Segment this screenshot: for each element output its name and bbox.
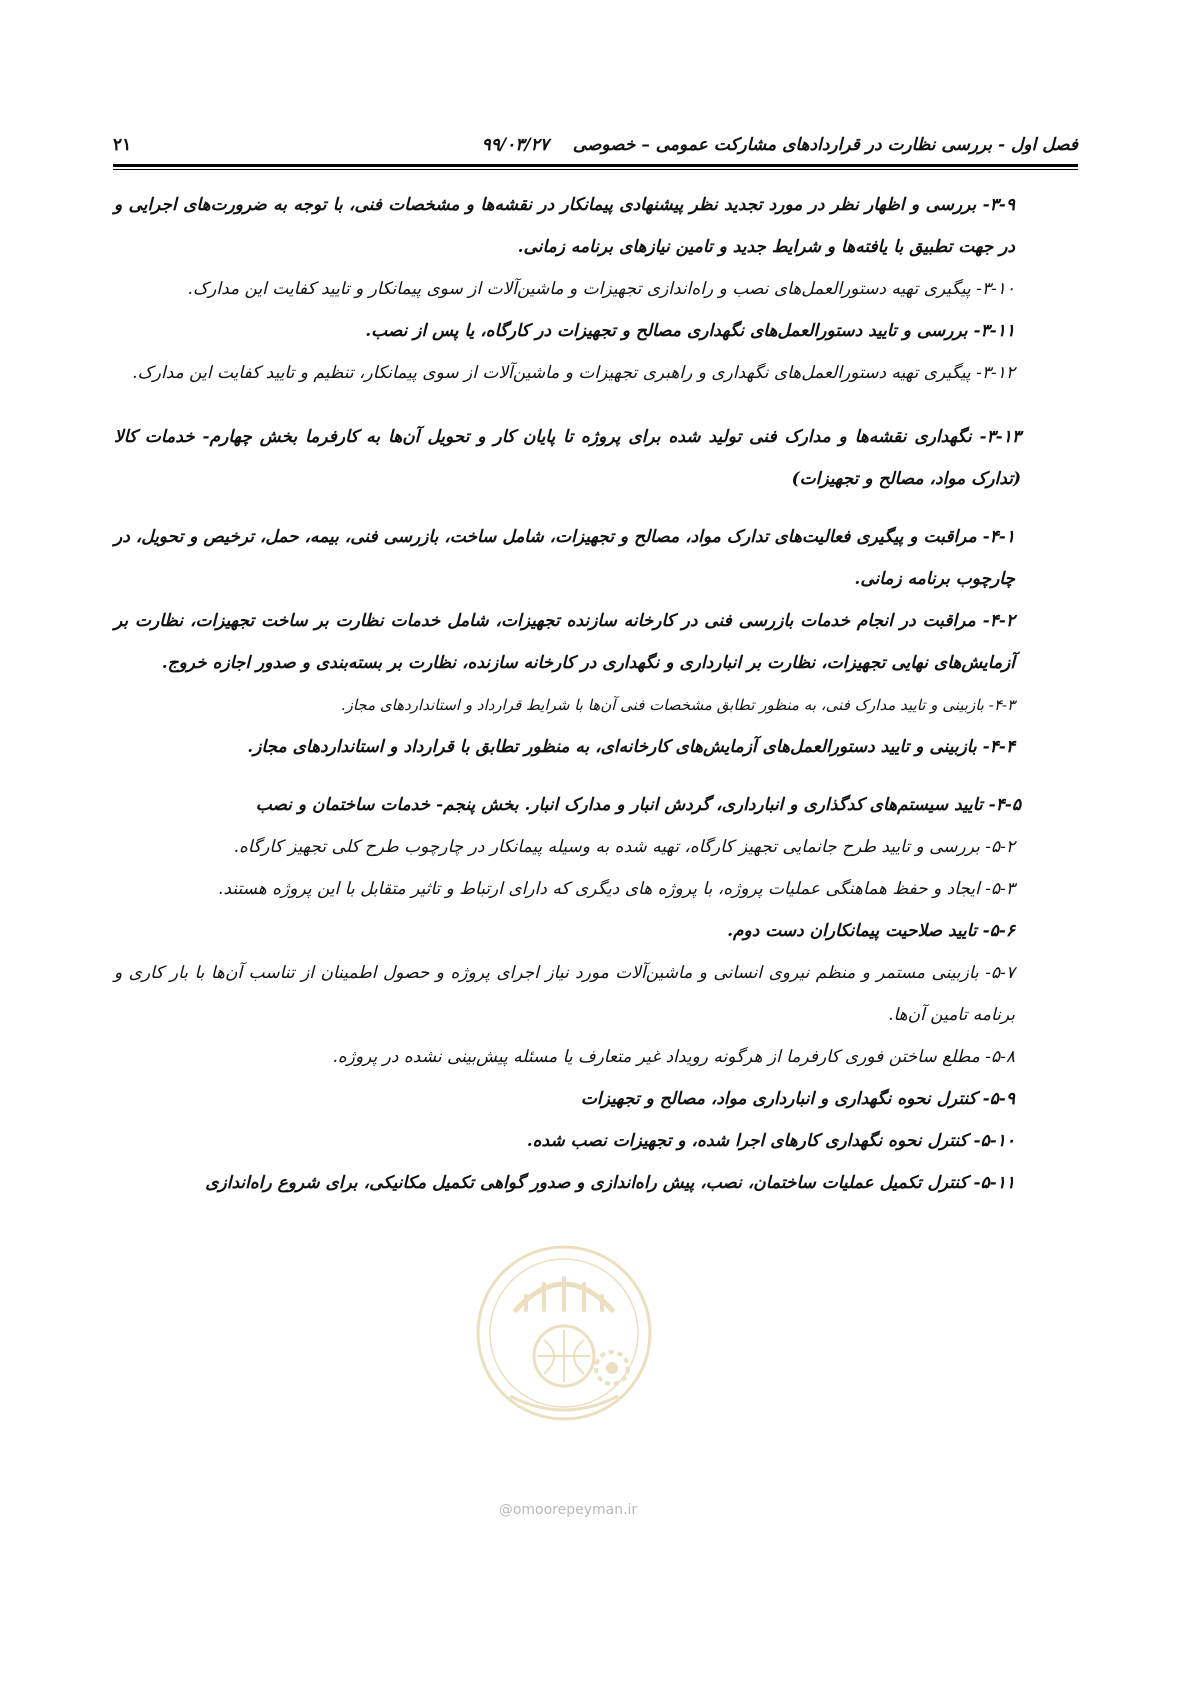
watermark-site: @omoorepeyman.ir: [498, 1502, 638, 1518]
paragraph-4-5: ۴-۵- تایید سیستم‌های کدگذاری و انبارداری، گردش انبار و مدارک انبار. بخش پنجم- خدمات ساختمان و نصب: [255, 795, 1021, 815]
paragraph-5-3: ۵-۳- ایجاد و حفظ هماهنگی عملیات پروژه، با پروژه های دیگری که دارای ارتباط و تاثیر متقابل با این پروژه هستند.: [218, 879, 1015, 899]
header-date: ۹۹/۰۳/۲۷: [481, 135, 549, 155]
paragraph-3-9: ۳-۹- بررسی و اظهار نظر در مورد تجدید نظر پیشنهادی پیمانکار در نقشه‌ها و مشخصات فنی، با توجه به ضرورت‌های اجرایی و در جهت تطبیق با یافته‌ها و شرایط جدید و تامین نیازهای برنامه زمانی.: [114, 195, 1015, 257]
page-number: ۲۱: [113, 135, 132, 155]
chapter-title: فصل اول - بررسی نظارت در قراردادهای مشارکت عمومی – خصوصی: [572, 135, 1078, 155]
paragraph-3-13: ۳-۱۳- نگهداری نقشه‌ها و مدارک فنی تولید شده برای پروژه تا پایان کار و تحویل آن‌ها به کارفرما بخش چهارم- خدمات کالا (تدارک مواد، مصالح و تجهیزات): [114, 427, 1021, 489]
paragraph-3-11: ۳-۱۱- بررسی و تایید دستورالعمل‌های نگهداری مصالح و تجهیزات در کارگاه، یا پس از نصب.: [365, 321, 1015, 341]
paragraph-3-12: ۳-۱۲- پیگیری تهیه دستورالعمل‌های نگهداری و راهبری تجهیزات و ماشین‌آلات از سوی پیمانکار، تنظیم و تایید کفایت این مدارک.: [132, 363, 1015, 383]
paragraph-4-2: ۴-۲- مراقبت در انجام خدمات بازرسی فنی در کارخانه سازنده تجهیزات، شامل خدمات نظارت بر ساخت تجهیزات، نظارت بر آزمایش‌های نهایی تجهیزات، نظارت بر انبارداری و نگهداری در کارخانه سازنده، نظارت بر بسته‌بندی و صدور اجازه خروج.: [114, 611, 1015, 673]
watermark-seal: [464, 1218, 664, 1478]
paragraph-5-11: ۵-۱۱- کنترل تکمیل عملیات ساختمان، نصب، پیش راه‌اندازی و صدور گواهی تکمیل مکانیکی، برای شروع راه‌اندازی: [205, 1173, 1015, 1193]
paragraph-4-3: ۴-۳- بازبینی و تایید مدارک فنی، به منظور تطابق مشخصات فنی آن‌ها با شرایط قرارداد و استانداردهای مجاز.: [340, 696, 1015, 714]
paragraph-4-1: ۴-۱- مراقبت و پیگیری فعالیت‌های تدارک مواد، مصالح و تجهیزات، شامل ساخت، بازرسی فنی، بیمه، حمل، ترخیص و تحویل، در چارچوب برنامه زمانی.: [114, 527, 1015, 589]
paragraph-5-8: ۵-۸- مطلع ساختن فوری کارفرما از هرگونه رویداد غیر متعارف یا مسئله پیش‌بینی نشده در پروژه.: [332, 1047, 1015, 1067]
header-rule-thin: [113, 169, 1078, 170]
paragraph-4-4: ۴-۴- بازبینی و تایید دستورالعمل‌های آزمایش‌های کارخانه‌ای، به منظور تطابق با قرارداد و استانداردهای مجاز.: [247, 737, 1015, 757]
paragraph-3-10: ۳-۱۰- پیگیری تهیه دستورالعمل‌های نصب و راه‌اندازی تجهیزات و ماشین‌آلات از سوی پیمانکار و تایید کفایت این مدارک.: [187, 279, 1015, 299]
paragraph-5-10: ۵-۱۰- کنترل نحوه نگهداری کارهای اجرا شده، و تجهیزات نصب شده.: [526, 1131, 1015, 1151]
page-header: [113, 128, 1078, 162]
paragraph-5-9: ۵-۹- کنترل نحوه نگهداری و انبارداری مواد، مصالح و تجهیزات: [580, 1089, 1015, 1109]
paragraph-5-6: ۵-۶- تایید صلاحیت پیمانکاران دست دوم.: [727, 921, 1015, 941]
paragraph-5-2: ۵-۲- بررسی و تایید طرح جانمایی تجهیز کارگاه، تهیه شده به وسیله پیمانکار در چارچوب طرح کلی تجهیز کارگاه.: [233, 837, 1015, 857]
header-rule-thick: [113, 164, 1078, 167]
header-title-group: [482, 135, 1078, 155]
paragraph-5-7: ۵-۷- بازبینی مستمر و منظم نیروی انسانی و ماشین‌آلات مورد نیاز اجرای پروژه و حصول اطمینان از تناسب آن‌ها با بار کاری و برنامه تامین آن‌ها.: [114, 963, 1015, 1025]
document-body: [114, 184, 1021, 1204]
